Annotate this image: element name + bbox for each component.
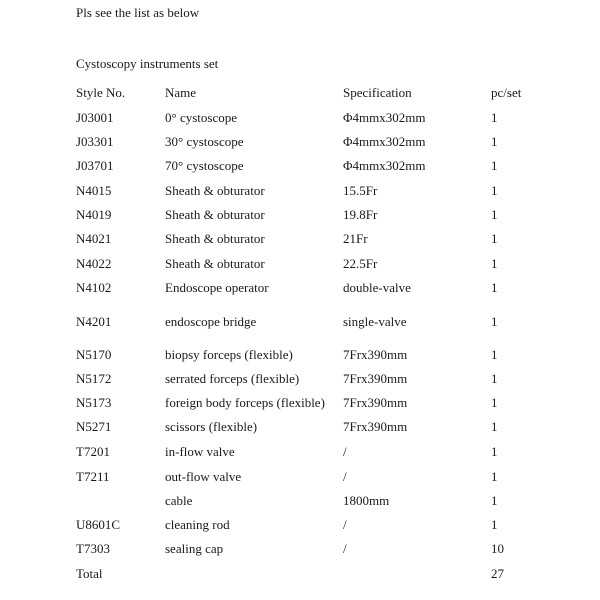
cell-name: Sheath & obturator [165, 183, 265, 198]
table-header [0, 85, 600, 103]
cell-specification: 7Frx390mm [343, 419, 408, 434]
cell-specification: 1800mm [343, 493, 390, 508]
cell-style-no: N4022 [76, 256, 112, 271]
cell-style-no: J03001 [76, 110, 114, 125]
cell-name: 0° cystoscope [165, 110, 237, 125]
cell-name: 30° cystoscope [165, 134, 244, 149]
cell-style-no: N5170 [76, 347, 112, 362]
cell-specification: 19.8Fr [343, 207, 378, 222]
cell-specification: 15.5Fr [343, 183, 378, 198]
cell-style-no: N4019 [76, 207, 112, 222]
cell-name: scissors (flexible) [165, 419, 258, 434]
table-total-row [0, 566, 600, 584]
table-row [0, 419, 600, 437]
table-row [0, 110, 600, 128]
cell-pc-set: 1 [491, 469, 498, 484]
header-style-no: Style No. [76, 85, 126, 100]
cell-style-no: N5172 [76, 371, 112, 386]
cell-name: Endoscope operator [165, 280, 269, 295]
cell-pc-set: 1 [491, 444, 498, 459]
cell-name: out-flow valve [165, 469, 242, 484]
table-row [0, 256, 600, 274]
cell-pc-set: 1 [491, 419, 498, 434]
cell-pc-set: 1 [491, 493, 498, 508]
intro-text: Pls see the list as below [76, 5, 200, 20]
cell-specification: 21Fr [343, 231, 368, 246]
cell-style-no: N4021 [76, 231, 112, 246]
cell-specification: / [343, 469, 347, 484]
cell-name: foreign body forceps (flexible) [165, 395, 325, 410]
cell-specification: 7Frx390mm [343, 371, 408, 386]
total-qty: 27 [491, 566, 504, 581]
cell-specification: Φ4mmx302mm [343, 134, 426, 149]
table-row [0, 207, 600, 225]
cell-style-no: J03301 [76, 134, 114, 149]
cell-style-no: T7201 [76, 444, 110, 459]
cell-specification: Φ4mmx302mm [343, 158, 426, 173]
cell-specification: / [343, 444, 347, 459]
section-title: Cystoscopy instruments set [76, 56, 219, 71]
table-row [0, 158, 600, 176]
table-row [0, 517, 600, 535]
table-row [0, 134, 600, 152]
cell-name: serrated forceps (flexible) [165, 371, 300, 386]
cell-specification: double-valve [343, 280, 411, 295]
cell-pc-set: 1 [491, 280, 498, 295]
cell-name: cable [165, 493, 193, 508]
cell-style-no: T7303 [76, 541, 110, 556]
cell-specification: 22.5Fr [343, 256, 378, 271]
table-row [0, 183, 600, 201]
cell-pc-set: 1 [491, 347, 498, 362]
cell-pc-set: 10 [491, 541, 504, 556]
cell-pc-set: 1 [491, 207, 498, 222]
table-row [0, 444, 600, 462]
table-row [0, 280, 600, 298]
cell-specification: 7Frx390mm [343, 347, 408, 362]
cell-pc-set: 1 [491, 256, 498, 271]
cell-style-no: N4102 [76, 280, 112, 295]
cell-style-no: N5271 [76, 419, 112, 434]
cell-style-no: N4015 [76, 183, 112, 198]
cell-name: cleaning rod [165, 517, 230, 532]
cell-style-no: N5173 [76, 395, 112, 410]
cell-pc-set: 1 [491, 517, 498, 532]
cell-specification: / [343, 517, 347, 532]
cell-pc-set: 1 [491, 314, 498, 329]
cell-name: in-flow valve [165, 444, 235, 459]
total-label: Total [76, 566, 103, 581]
cell-style-no: U8601C [76, 517, 121, 532]
cell-pc-set: 1 [491, 231, 498, 246]
cell-pc-set: 1 [491, 395, 498, 410]
cell-name: Sheath & obturator [165, 207, 265, 222]
cell-specification: 7Frx390mm [343, 395, 408, 410]
cell-specification: single-valve [343, 314, 407, 329]
cell-style-no: N4201 [76, 314, 112, 329]
cell-pc-set: 1 [491, 371, 498, 386]
header-specification: Specification [343, 85, 412, 100]
cell-name: Sheath & obturator [165, 256, 265, 271]
table-row [0, 395, 600, 413]
cell-name: endoscope bridge [165, 314, 257, 329]
table-row [0, 469, 600, 487]
cell-style-no: T7211 [76, 469, 110, 484]
cell-name: biopsy forceps (flexible) [165, 347, 293, 362]
table-row [0, 314, 600, 332]
header-name: Name [165, 85, 197, 100]
table-row [0, 231, 600, 249]
cell-pc-set: 1 [491, 183, 498, 198]
cell-pc-set: 1 [491, 110, 498, 125]
cell-name: 70° cystoscope [165, 158, 244, 173]
cell-name: sealing cap [165, 541, 224, 556]
cell-pc-set: 1 [491, 158, 498, 173]
cell-style-no: J03701 [76, 158, 114, 173]
cell-specification: / [343, 541, 347, 556]
table-row [0, 371, 600, 389]
cell-name: Sheath & obturator [165, 231, 265, 246]
table-row [0, 347, 600, 365]
table-row [0, 541, 600, 559]
cell-pc-set: 1 [491, 134, 498, 149]
cell-specification: Φ4mmx302mm [343, 110, 426, 125]
header-pc-set: pc/set [491, 85, 522, 100]
table-row [0, 493, 600, 511]
